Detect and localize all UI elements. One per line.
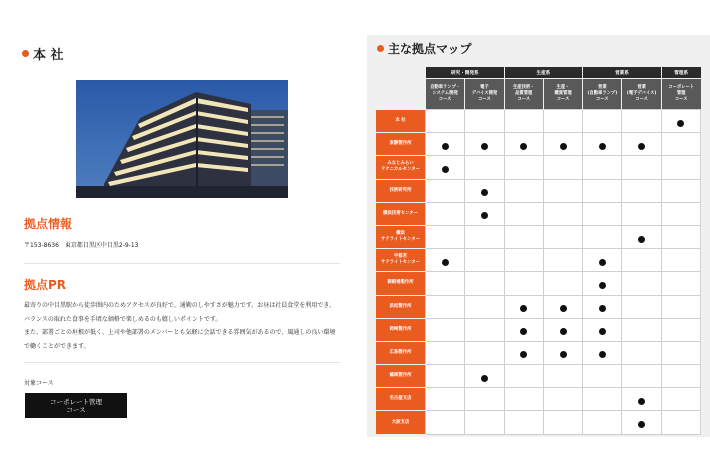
course-group-header: 管理系 — [661, 67, 700, 79]
location-row — [376, 365, 701, 388]
course-availability-cell — [504, 133, 543, 156]
available-dot-icon — [560, 305, 567, 312]
course-availability-cell — [504, 272, 543, 295]
location-row — [376, 272, 701, 295]
course-header-label: 自動車ランプ・ システム開発 コース — [430, 85, 461, 102]
location-name: 東静製作所 — [389, 141, 412, 147]
location-name-cell[interactable] — [376, 133, 426, 156]
location-row — [376, 295, 701, 318]
course-header-label: 営業 (電子デバイス) コース — [626, 85, 657, 102]
course-availability-cell — [426, 156, 465, 179]
bullet-dot-icon — [22, 50, 29, 57]
course-availability-cell — [661, 341, 700, 364]
location-name-cell[interactable] — [376, 110, 426, 133]
course-availability-cell — [543, 365, 582, 388]
course-header-label: コーポレート 管理 コース — [668, 85, 695, 102]
location-row — [376, 411, 701, 434]
course-availability-cell — [583, 295, 622, 318]
course-availability-cell — [504, 202, 543, 225]
location-pr-heading: 拠点PR — [24, 278, 67, 292]
course-availability-cell — [661, 202, 700, 225]
course-availability-cell — [622, 179, 661, 202]
course-availability-cell — [504, 341, 543, 364]
course-header — [504, 79, 543, 110]
location-row — [376, 156, 701, 179]
course-availability-cell — [543, 411, 582, 434]
course-header-row — [376, 79, 701, 110]
location-name: 横浜 サテライトセンター — [380, 231, 421, 243]
course-availability-cell — [465, 156, 504, 179]
available-dot-icon — [520, 143, 527, 150]
course-availability-cell — [465, 179, 504, 202]
location-rows — [376, 110, 701, 435]
location-map-panel — [367, 35, 710, 437]
course-availability-cell — [583, 202, 622, 225]
available-dot-icon — [520, 351, 527, 358]
available-dot-icon — [560, 351, 567, 358]
bullet-dot-icon — [377, 45, 384, 52]
course-availability-cell — [426, 225, 465, 248]
available-dot-icon — [599, 143, 606, 150]
course-availability-cell — [661, 272, 700, 295]
available-dot-icon — [638, 398, 645, 405]
course-availability-cell — [583, 318, 622, 341]
header-spacer — [376, 67, 426, 79]
location-name: 宇都宮 サテライトセンター — [380, 254, 421, 266]
course-header-label: 営業 (自動車ランプ) コース — [587, 85, 618, 102]
corporate-management-course-button[interactable]: コーポレート管理 コース — [25, 393, 127, 418]
course-availability-cell — [622, 411, 661, 434]
available-dot-icon — [442, 143, 449, 150]
location-name-cell[interactable] — [376, 156, 426, 179]
map-title: 主な拠点マップ — [377, 40, 472, 57]
location-name-cell[interactable] — [376, 318, 426, 341]
course-availability-cell — [543, 318, 582, 341]
course-group-header-row — [376, 67, 701, 79]
location-name: 岡崎製作所 — [389, 326, 412, 332]
course-availability-cell — [543, 156, 582, 179]
course-availability-cell — [504, 156, 543, 179]
course-availability-cell — [543, 341, 582, 364]
course-availability-cell — [622, 341, 661, 364]
location-row — [376, 388, 701, 411]
course-availability-cell — [543, 179, 582, 202]
course-availability-cell — [622, 249, 661, 272]
course-availability-cell — [543, 272, 582, 295]
course-availability-cell — [583, 272, 622, 295]
location-name-cell[interactable] — [376, 341, 426, 364]
target-course-label: 対象コース — [24, 380, 54, 387]
location-info-heading: 拠点情報 — [24, 217, 73, 231]
course-availability-cell — [426, 295, 465, 318]
course-availability-cell — [465, 318, 504, 341]
course-availability-cell — [465, 133, 504, 156]
available-dot-icon — [599, 282, 606, 289]
location-name: 横浜技術センター — [383, 210, 418, 216]
course-availability-cell — [465, 225, 504, 248]
course-availability-cell — [583, 411, 622, 434]
available-dot-icon — [481, 212, 488, 219]
course-availability-cell — [583, 179, 622, 202]
course-availability-cell — [543, 202, 582, 225]
available-dot-icon — [520, 328, 527, 335]
course-availability-cell — [426, 341, 465, 364]
available-dot-icon — [677, 120, 684, 127]
course-availability-cell — [504, 295, 543, 318]
available-dot-icon — [481, 189, 488, 196]
location-row — [376, 133, 701, 156]
course-availability-cell — [504, 411, 543, 434]
course-availability-cell — [465, 272, 504, 295]
course-availability-cell — [543, 295, 582, 318]
course-availability-cell — [622, 110, 661, 133]
available-dot-icon — [560, 328, 567, 335]
course-availability-cell — [583, 133, 622, 156]
available-dot-icon — [442, 259, 449, 266]
course-availability-cell — [504, 388, 543, 411]
course-availability-cell — [622, 365, 661, 388]
available-dot-icon — [599, 328, 606, 335]
course-availability-cell — [426, 318, 465, 341]
available-dot-icon — [560, 143, 567, 150]
course-availability-cell — [504, 179, 543, 202]
location-name-cell[interactable] — [376, 179, 426, 202]
course-availability-cell — [661, 133, 700, 156]
course-header — [661, 79, 700, 110]
course-availability-cell — [504, 249, 543, 272]
course-availability-cell — [661, 411, 700, 434]
course-availability-cell — [465, 249, 504, 272]
course-availability-cell — [504, 110, 543, 133]
course-availability-cell — [583, 388, 622, 411]
location-row — [376, 225, 701, 248]
course-availability-cell — [622, 272, 661, 295]
course-availability-cell — [583, 110, 622, 133]
course-availability-cell — [661, 179, 700, 202]
address-text: 〒153-8636 東京都目黒区中目黒2-9-13 — [24, 242, 139, 249]
available-dot-icon — [599, 305, 606, 312]
course-availability-cell — [622, 133, 661, 156]
course-availability-cell — [661, 295, 700, 318]
course-header — [465, 79, 504, 110]
page-title: 本 社 — [22, 44, 64, 63]
location-row — [376, 110, 701, 133]
location-name: 浜松製作所 — [389, 303, 412, 309]
course-availability-cell — [465, 388, 504, 411]
location-name: 鶴岡製作所 — [389, 373, 412, 379]
course-availability-cell — [622, 225, 661, 248]
headquarters-building-photo — [76, 80, 288, 198]
divider — [24, 362, 340, 363]
available-dot-icon — [520, 305, 527, 312]
course-availability-cell — [543, 110, 582, 133]
course-availability-cell — [543, 225, 582, 248]
course-availability-cell — [622, 156, 661, 179]
course-availability-cell — [661, 110, 700, 133]
location-name-cell[interactable] — [376, 388, 426, 411]
location-name-cell[interactable] — [376, 295, 426, 318]
course-availability-cell — [661, 156, 700, 179]
available-dot-icon — [638, 236, 645, 243]
course-availability-cell — [465, 411, 504, 434]
location-row — [376, 202, 701, 225]
location-name: 広島製作所 — [389, 349, 412, 355]
course-availability-cell — [426, 249, 465, 272]
course-header — [543, 79, 582, 110]
course-availability-cell — [426, 388, 465, 411]
location-name: 名古屋支店 — [389, 396, 412, 402]
course-availability-cell — [426, 272, 465, 295]
course-availability-cell — [465, 202, 504, 225]
available-dot-icon — [638, 143, 645, 150]
course-availability-cell — [426, 179, 465, 202]
location-name-cell[interactable] — [376, 249, 426, 272]
available-dot-icon — [481, 375, 488, 382]
location-name-cell[interactable] — [376, 365, 426, 388]
course-availability-cell — [426, 133, 465, 156]
course-header — [622, 79, 661, 110]
course-availability-cell — [622, 295, 661, 318]
course-availability-cell — [661, 225, 700, 248]
location-course-table — [376, 67, 701, 435]
location-row — [376, 179, 701, 202]
location-row — [376, 318, 701, 341]
location-name: 大阪支店 — [391, 419, 410, 425]
course-header-label: 生産・ 購買管理 コース — [554, 85, 572, 102]
location-name: 技術研究所 — [389, 187, 412, 193]
available-dot-icon — [481, 143, 488, 150]
course-availability-cell — [426, 365, 465, 388]
course-availability-cell — [622, 318, 661, 341]
course-availability-cell — [583, 341, 622, 364]
course-availability-cell — [504, 365, 543, 388]
divider — [24, 263, 340, 264]
course-availability-cell — [465, 110, 504, 133]
location-name: 本 社 — [395, 117, 406, 123]
available-dot-icon — [638, 421, 645, 428]
course-group-header: 営業系 — [583, 67, 662, 79]
course-header-label: 生産技術・ 品質管理 コース — [513, 85, 535, 102]
course-header-label: 電子 デバイス開発 コース — [471, 85, 498, 102]
location-name: 御殿場製作所 — [387, 280, 414, 286]
course-header — [426, 79, 465, 110]
course-availability-cell — [465, 365, 504, 388]
location-name: みなとみらい テクニカルセンター — [380, 161, 421, 173]
course-availability-cell — [543, 388, 582, 411]
course-availability-cell — [622, 388, 661, 411]
available-dot-icon — [599, 351, 606, 358]
course-availability-cell — [583, 225, 622, 248]
course-availability-cell — [465, 341, 504, 364]
course-availability-cell — [583, 249, 622, 272]
course-availability-cell — [661, 318, 700, 341]
location-name-cell[interactable] — [376, 202, 426, 225]
pr-text: 最寄りの中目黒駅から徒歩圏内のためアクセスが良好で、通勤のしやすさが魅力です。お昼は社員食堂を利用でき、 バランスの取れた食事を手頃な価格で楽しめるのも嬉しいポイントです。 また、部署ごとの垣根が低く、上司や他部署のメンバーとも気軽に会話できる雰囲気があるので、風通しの良い環境 で働くことができます。 — [24, 302, 336, 350]
course-availability-cell — [426, 110, 465, 133]
course-availability-cell — [622, 202, 661, 225]
available-dot-icon — [442, 166, 449, 173]
location-name-cell[interactable] — [376, 272, 426, 295]
course-availability-cell — [504, 225, 543, 248]
header-spacer — [376, 79, 426, 110]
location-name-cell[interactable] — [376, 411, 426, 434]
course-availability-cell — [543, 249, 582, 272]
course-availability-cell — [661, 249, 700, 272]
course-header — [583, 79, 622, 110]
course-availability-cell — [661, 388, 700, 411]
course-availability-cell — [583, 156, 622, 179]
location-row — [376, 341, 701, 364]
course-availability-cell — [543, 133, 582, 156]
course-group-header: 研究・開発系 — [426, 67, 505, 79]
course-availability-cell — [465, 295, 504, 318]
course-availability-cell — [426, 411, 465, 434]
location-name-cell[interactable] — [376, 225, 426, 248]
location-row — [376, 249, 701, 272]
course-availability-cell — [583, 365, 622, 388]
course-availability-cell — [661, 365, 700, 388]
course-availability-cell — [504, 318, 543, 341]
course-availability-cell — [426, 202, 465, 225]
available-dot-icon — [599, 259, 606, 266]
course-group-header: 生産系 — [504, 67, 583, 79]
